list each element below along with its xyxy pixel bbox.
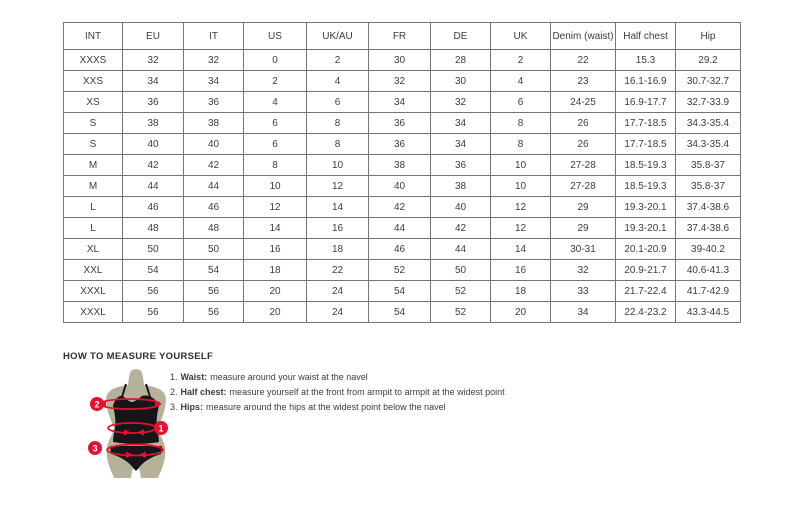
table-cell: 32 xyxy=(369,71,431,92)
column-header: UK xyxy=(491,23,551,50)
table-cell: 32 xyxy=(551,260,616,281)
table-cell: 54 xyxy=(369,281,431,302)
table-cell: M xyxy=(64,155,123,176)
table-row xyxy=(64,155,741,176)
table-cell: 18 xyxy=(244,260,307,281)
table-cell: 40.6-41.3 xyxy=(676,260,741,281)
table-row xyxy=(64,176,741,197)
table-cell: 34 xyxy=(431,113,491,134)
table-cell: 0 xyxy=(244,50,307,71)
table-cell: 8 xyxy=(491,134,551,155)
table-cell: XXXS xyxy=(64,50,123,71)
table-cell: 8 xyxy=(244,155,307,176)
table-cell: 17.7-18.5 xyxy=(616,134,676,155)
table-cell: 34 xyxy=(184,71,244,92)
table-cell: 18 xyxy=(491,281,551,302)
step-label: Waist: xyxy=(180,372,208,382)
table-cell: 34.3-35.4 xyxy=(676,134,741,155)
table-row xyxy=(64,113,741,134)
table-cell: 14 xyxy=(244,218,307,239)
chest-badge-number: 2 xyxy=(94,399,100,410)
table-cell: 20 xyxy=(491,302,551,323)
table-cell: 16.1-16.9 xyxy=(616,71,676,92)
step-label: Hips: xyxy=(180,402,204,412)
table-cell: 36 xyxy=(123,92,184,113)
table-cell: 42 xyxy=(369,197,431,218)
table-cell: 12 xyxy=(491,218,551,239)
table-cell: 54 xyxy=(184,260,244,281)
table-cell: 42 xyxy=(184,155,244,176)
table-cell: 40 xyxy=(123,134,184,155)
chest-badge xyxy=(90,397,104,411)
table-cell: 24 xyxy=(307,281,369,302)
table-cell: XXL xyxy=(64,260,123,281)
column-header: DE xyxy=(431,23,491,50)
table-cell: 6 xyxy=(491,92,551,113)
table-cell: 12 xyxy=(244,197,307,218)
column-header: INT xyxy=(64,23,123,50)
table-cell: 56 xyxy=(123,281,184,302)
table-cell: 10 xyxy=(307,155,369,176)
table-cell: 44 xyxy=(123,176,184,197)
column-header: Denim (waist) xyxy=(551,23,616,50)
column-header: UK/AU xyxy=(307,23,369,50)
measure-step-waist xyxy=(170,373,505,383)
table-cell: 30.7-32.7 xyxy=(676,71,741,92)
table-cell: 40 xyxy=(431,197,491,218)
table-cell: 36 xyxy=(431,155,491,176)
table-cell: 30-31 xyxy=(551,239,616,260)
table-cell: 29 xyxy=(551,218,616,239)
table-cell: 38 xyxy=(369,155,431,176)
table-row xyxy=(64,260,741,281)
measure-steps xyxy=(170,373,505,413)
table-row xyxy=(64,71,741,92)
table-cell: 2 xyxy=(244,71,307,92)
table-cell: 19.3-20.1 xyxy=(616,218,676,239)
table-cell: 20 xyxy=(244,302,307,323)
table-cell: 24-25 xyxy=(551,92,616,113)
step-number: 2. xyxy=(170,387,178,397)
table-cell: 37.4-38.6 xyxy=(676,218,741,239)
measure-step-half-chest xyxy=(170,388,505,398)
table-cell: 36 xyxy=(184,92,244,113)
table-cell: 50 xyxy=(123,239,184,260)
waist-badge xyxy=(154,421,168,435)
table-cell: 14 xyxy=(491,239,551,260)
table-cell: 54 xyxy=(123,260,184,281)
table-cell: 38 xyxy=(123,113,184,134)
table-cell: 39-40.2 xyxy=(676,239,741,260)
table-cell: 52 xyxy=(431,281,491,302)
table-cell: 40 xyxy=(184,134,244,155)
table-cell: 14 xyxy=(307,197,369,218)
table-cell: 36 xyxy=(369,134,431,155)
table-cell: 52 xyxy=(369,260,431,281)
size-chart-body xyxy=(64,50,741,323)
table-row xyxy=(64,92,741,113)
table-cell: 44 xyxy=(431,239,491,260)
table-cell: S xyxy=(64,134,123,155)
table-cell: 41.7-42.9 xyxy=(676,281,741,302)
step-text: measure around the hips at the widest point below the navel xyxy=(206,402,446,412)
how-to-measure-heading: HOW TO MEASURE YOURSELF xyxy=(63,351,214,362)
table-cell: 44 xyxy=(369,218,431,239)
table-cell: 50 xyxy=(431,260,491,281)
table-row xyxy=(64,134,741,155)
table-row xyxy=(64,218,741,239)
table-cell: 56 xyxy=(123,302,184,323)
table-cell: M xyxy=(64,176,123,197)
table-cell: 22 xyxy=(307,260,369,281)
table-row xyxy=(64,197,741,218)
table-cell: XXS xyxy=(64,71,123,92)
table-cell: 10 xyxy=(491,176,551,197)
table-cell: 32 xyxy=(184,50,244,71)
table-cell: 2 xyxy=(491,50,551,71)
table-cell: 10 xyxy=(244,176,307,197)
table-cell: 4 xyxy=(244,92,307,113)
table-cell: 56 xyxy=(184,281,244,302)
hips-badge-number: 3 xyxy=(92,443,98,454)
table-cell: 38 xyxy=(184,113,244,134)
table-cell: 27-28 xyxy=(551,155,616,176)
table-cell: 20 xyxy=(244,281,307,302)
size-chart-header xyxy=(64,23,741,50)
table-cell: 18.5-19.3 xyxy=(616,155,676,176)
table-cell: 8 xyxy=(491,113,551,134)
table-cell: 18 xyxy=(307,239,369,260)
table-cell: 34 xyxy=(551,302,616,323)
table-cell: S xyxy=(64,113,123,134)
table-cell: 26 xyxy=(551,134,616,155)
table-cell: 8 xyxy=(307,134,369,155)
header-row xyxy=(64,23,741,50)
table-cell: 32.7-33.9 xyxy=(676,92,741,113)
table-cell: 29.2 xyxy=(676,50,741,71)
table-cell: 28 xyxy=(431,50,491,71)
table-cell: 12 xyxy=(491,197,551,218)
table-row xyxy=(64,239,741,260)
table-cell: 20.9-21.7 xyxy=(616,260,676,281)
column-header: US xyxy=(244,23,307,50)
table-cell: 23 xyxy=(551,71,616,92)
hips-badge xyxy=(88,441,102,455)
table-row xyxy=(64,50,741,71)
table-cell: 30 xyxy=(431,71,491,92)
table-cell: XS xyxy=(64,92,123,113)
table-cell: 16 xyxy=(307,218,369,239)
table-cell: 34 xyxy=(369,92,431,113)
mannequin-neck xyxy=(128,369,144,387)
camisole xyxy=(113,395,159,444)
table-cell: 46 xyxy=(184,197,244,218)
table-cell: XXXL xyxy=(64,302,123,323)
waist-badge-number: 1 xyxy=(158,423,164,434)
column-header: Hip xyxy=(676,23,741,50)
table-cell: 16 xyxy=(491,260,551,281)
column-header: EU xyxy=(123,23,184,50)
column-header: Half chest xyxy=(616,23,676,50)
table-cell: XL xyxy=(64,239,123,260)
measure-step-hips xyxy=(170,403,505,413)
table-cell: 32 xyxy=(123,50,184,71)
table-cell: 6 xyxy=(244,134,307,155)
column-header: FR xyxy=(369,23,431,50)
size-chart-table xyxy=(63,22,741,323)
table-cell: 18.5-19.3 xyxy=(616,176,676,197)
step-number: 1. xyxy=(170,372,178,382)
table-cell: 46 xyxy=(369,239,431,260)
table-cell: 26 xyxy=(551,113,616,134)
table-cell: 50 xyxy=(184,239,244,260)
table-cell: 16.9-17.7 xyxy=(616,92,676,113)
table-cell: 32 xyxy=(431,92,491,113)
table-cell: 21.7-22.4 xyxy=(616,281,676,302)
table-cell: 46 xyxy=(123,197,184,218)
table-cell: 22.4-23.2 xyxy=(616,302,676,323)
table-cell: 36 xyxy=(369,113,431,134)
table-cell: 56 xyxy=(184,302,244,323)
table-cell: 30 xyxy=(369,50,431,71)
column-header: IT xyxy=(184,23,244,50)
step-text: measure yourself at the front from armpit to armpit at the widest point xyxy=(229,387,505,397)
table-cell: 40 xyxy=(369,176,431,197)
table-cell: 48 xyxy=(123,218,184,239)
table-cell: 6 xyxy=(307,92,369,113)
step-label: Half chest: xyxy=(180,387,227,397)
table-cell: 43.3-44.5 xyxy=(676,302,741,323)
table-cell: 52 xyxy=(431,302,491,323)
table-cell: 17.7-18.5 xyxy=(616,113,676,134)
table-cell: 15.3 xyxy=(616,50,676,71)
table-cell: 2 xyxy=(307,50,369,71)
table-cell: 42 xyxy=(123,155,184,176)
table-cell: L xyxy=(64,197,123,218)
table-cell: 16 xyxy=(244,239,307,260)
step-number: 3. xyxy=(170,402,178,412)
table-cell: 42 xyxy=(431,218,491,239)
table-cell: 48 xyxy=(184,218,244,239)
table-cell: 38 xyxy=(431,176,491,197)
table-cell: 54 xyxy=(369,302,431,323)
table-cell: 35.8-37 xyxy=(676,155,741,176)
table-cell: L xyxy=(64,218,123,239)
table-row xyxy=(64,302,741,323)
table-cell: 10 xyxy=(491,155,551,176)
table-cell: 44 xyxy=(184,176,244,197)
table-cell: 33 xyxy=(551,281,616,302)
table-row xyxy=(64,281,741,302)
table-cell: 4 xyxy=(491,71,551,92)
table-cell: 22 xyxy=(551,50,616,71)
table-cell: 27-28 xyxy=(551,176,616,197)
table-cell: 34 xyxy=(123,71,184,92)
table-cell: 37.4-38.6 xyxy=(676,197,741,218)
table-cell: 34 xyxy=(431,134,491,155)
table-cell: 4 xyxy=(307,71,369,92)
table-cell: 35.8-37 xyxy=(676,176,741,197)
table-cell: 20.1-20.9 xyxy=(616,239,676,260)
table-cell: 24 xyxy=(307,302,369,323)
table-cell: 19.3-20.1 xyxy=(616,197,676,218)
step-text: measure around your waist at the navel xyxy=(210,372,368,382)
table-cell: 29 xyxy=(551,197,616,218)
table-cell: XXXL xyxy=(64,281,123,302)
table-cell: 12 xyxy=(307,176,369,197)
table-cell: 6 xyxy=(244,113,307,134)
table-cell: 34.3-35.4 xyxy=(676,113,741,134)
table-cell: 8 xyxy=(307,113,369,134)
